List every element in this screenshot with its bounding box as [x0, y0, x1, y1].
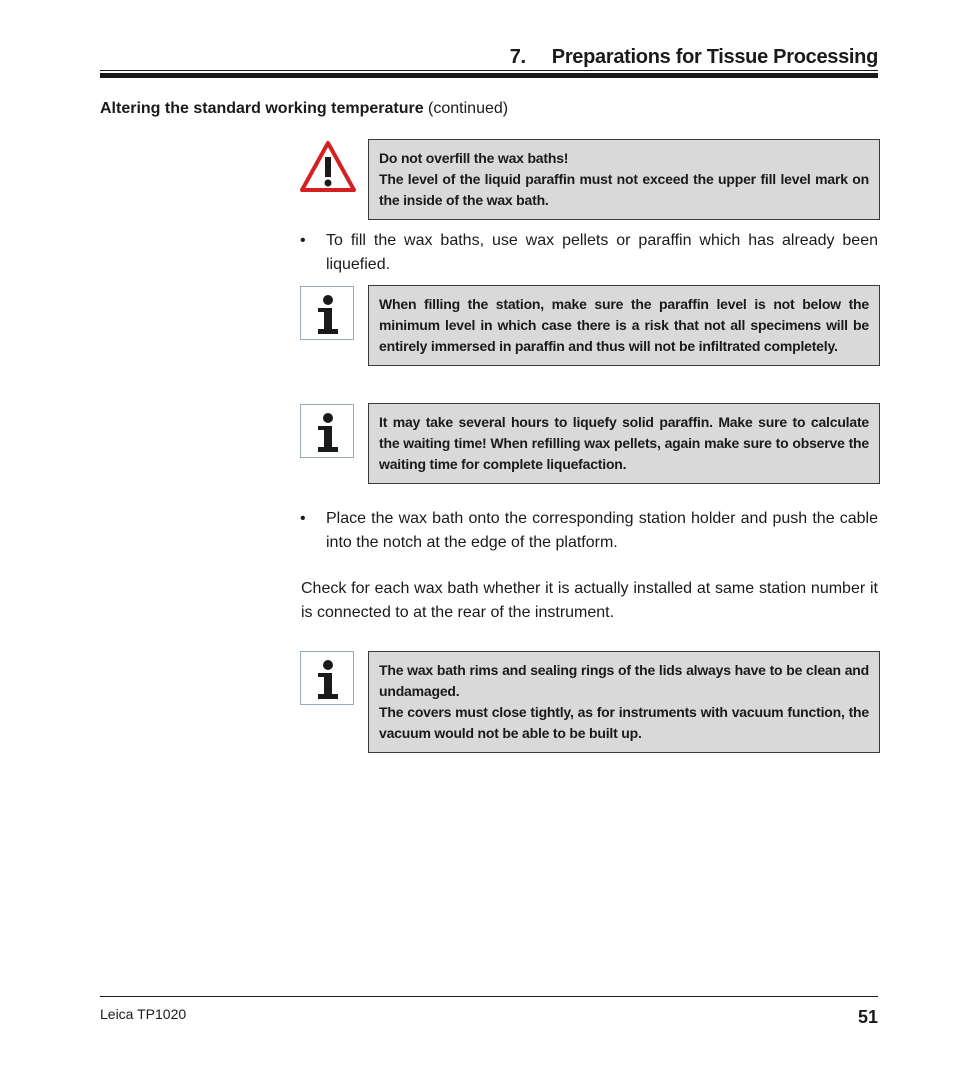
info-icon — [300, 404, 354, 458]
info-note-text: It may take several hours to liquefy solid paraffin. Make sure to calculate the waiting time! When refilling wax pellets, again make sure to observe the waiting time for complete liquefaction. — [379, 414, 869, 472]
info-note-line1: The wax bath rims and sealing rings of the lids always have to be clean and undamaged. — [379, 662, 869, 699]
warning-note-line2: The level of the liquid paraffin must not exceed the upper fill level mark on the inside of the wax bath. — [379, 171, 869, 208]
chapter-number: 7. — [509, 46, 526, 68]
bullet-item-place — [300, 507, 878, 555]
info-note-rims — [368, 651, 880, 753]
section-heading-bold: Altering the standard working temperature — [100, 100, 424, 117]
info-note-text: When filling the station, make sure the paraffin level is not below the minimum level in which case there is a risk that not all specimens will be entirely immersed in paraffin and thus will not be infiltrated completely. — [379, 296, 869, 354]
chapter-title-text: Preparations for Tissue Processing — [551, 46, 878, 68]
bullet-item-fill — [300, 229, 878, 277]
warning-note — [368, 139, 880, 220]
check-paragraph: Check for each wax bath whether it is actually installed at same station number it is connected to at the rear of the instrument. — [301, 580, 878, 621]
footer-rule — [100, 996, 878, 997]
footer-product: Leica TP1020 — [100, 1006, 187, 1022]
info-note-line2: The covers must close tightly, as for instruments with vacuum function, the vacuum would not be able to be built up. — [379, 704, 869, 741]
header-rule-thin — [100, 70, 878, 71]
bullet-text: Place the wax bath onto the corresponding station holder and push the cable into the notch at the edge of the platform. — [326, 510, 878, 551]
header-rule-thick — [100, 73, 878, 78]
bullet-symbol: • — [300, 232, 306, 249]
bullet-symbol: • — [300, 510, 306, 527]
info-note-fill-level — [368, 285, 880, 366]
bullet-text: To fill the wax baths, use wax pellets or paraffin which has already been liquefied. — [326, 232, 878, 273]
section-heading — [100, 100, 508, 118]
section-heading-suffix: (continued) — [423, 100, 509, 117]
chapter-title — [100, 46, 878, 69]
info-icon — [300, 651, 354, 705]
page-number: 51 — [857, 1007, 878, 1027]
warning-triangle-icon — [300, 140, 356, 192]
info-note-liquefy — [368, 403, 880, 484]
warning-note-line1: Do not overfill the wax baths! — [379, 150, 569, 166]
info-icon — [300, 286, 354, 340]
